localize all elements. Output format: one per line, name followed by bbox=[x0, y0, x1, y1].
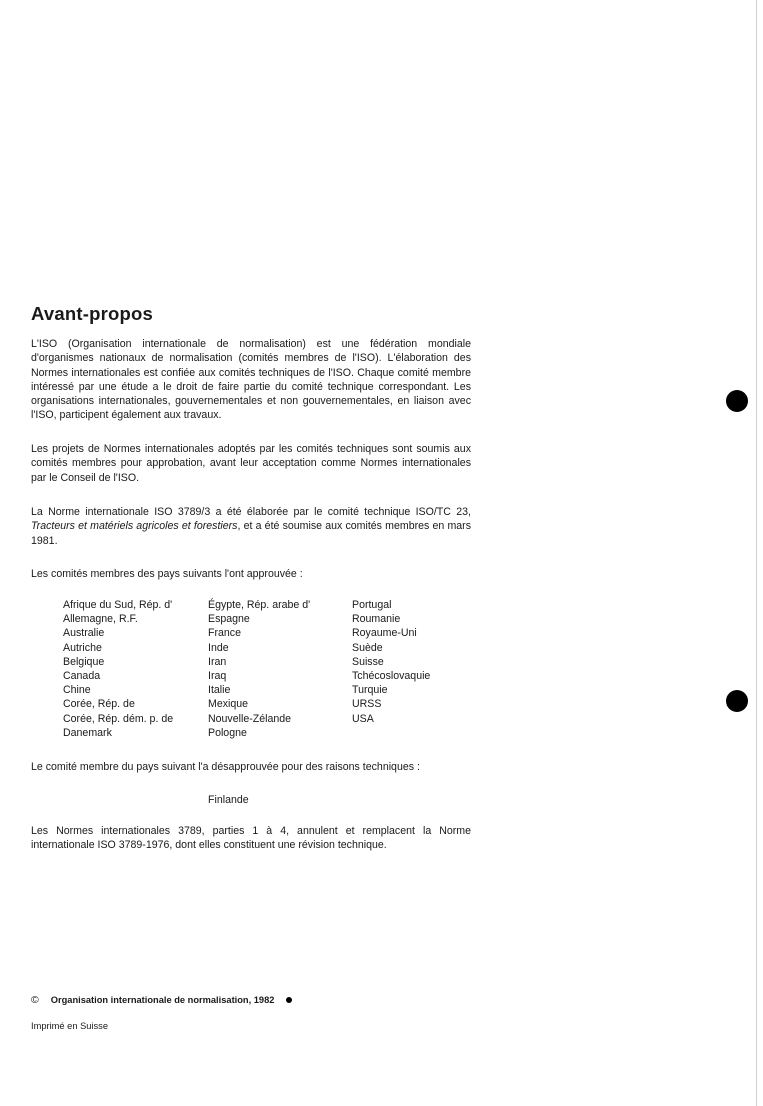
country-item: Nouvelle-Zélande bbox=[208, 712, 292, 725]
copyright-symbol: © bbox=[31, 994, 39, 1006]
country-item: Afrique du Sud, Rép. d' bbox=[63, 599, 173, 611]
paragraph-standard-origin bbox=[31, 505, 471, 548]
country-item: Roumanie bbox=[352, 613, 401, 626]
country-item: Corée, Rép. de bbox=[63, 698, 135, 711]
paragraph-disapproval: Le comité membre du pays suivant l'a désapprouvée pour des raisons techniques : bbox=[31, 761, 420, 773]
paragraph-revision-note: Les Normes internationales 3789, parties 1 à 4, annulent et remplacent la Norme internationale ISO 3789-1976, dont elles constituent une révision technique. bbox=[31, 825, 471, 852]
paragraph-draft-standards: Les projets de Normes internationales adoptés par les comités techniques sont soumis aux comités membres pour approbation, avant leur acceptation comme Normes internationales par le Conseil de l'ISO. bbox=[31, 443, 471, 484]
countries-column-3 bbox=[352, 598, 430, 726]
country-item: Danemark bbox=[63, 726, 112, 739]
standard-origin-text: La Norme internationale ISO 3789/3 a été élaborée par le comité technique ISO/TC 23, bbox=[31, 506, 471, 518]
printed-in: Imprimé en Suisse bbox=[31, 1021, 108, 1031]
country-item: Australie bbox=[63, 627, 105, 640]
punch-hole bbox=[726, 390, 748, 412]
country-item: Iraq bbox=[208, 669, 227, 682]
country-item: USA bbox=[352, 712, 374, 725]
country-item: URSS bbox=[352, 698, 382, 711]
copyright-line bbox=[31, 994, 292, 1006]
countries-column-1 bbox=[63, 598, 173, 740]
country-item: Suisse bbox=[352, 655, 384, 668]
country-item: Mexique bbox=[208, 698, 249, 711]
standard-origin-text-end: , et a été soumise aux comités membres en mars 1981. bbox=[31, 520, 471, 547]
country-item: Pologne bbox=[208, 726, 247, 739]
country-item: Autriche bbox=[63, 641, 102, 654]
country-item: Suède bbox=[352, 641, 383, 654]
page-edge bbox=[756, 0, 757, 1106]
country-item: Canada bbox=[63, 669, 101, 682]
paragraph-approvals-intro: Les comités membres des pays suivants l'ont approuvée : bbox=[31, 568, 303, 580]
country-item: France bbox=[208, 627, 241, 640]
bullet-icon bbox=[286, 997, 292, 1003]
country-item: Allemagne, R.F. bbox=[63, 613, 138, 626]
country-item: Chine bbox=[63, 684, 91, 697]
country-item: Belgique bbox=[63, 655, 105, 668]
paragraph-iso-intro: L'ISO (Organisation internationale de normalisation) est une fédération mondiale d'organismes nationaux de normalisation (comités membres de l'ISO). L'élaboration des Normes internationales est confiée aux comités techniques de l'ISO. Chaque comité membre intéressé par une étude a le droit de faire partie du comité technique correspondant. Les organisations internationales, gouvernementales et non gouvernementales, en liaison avec l'ISO, participent également aux travaux. bbox=[31, 338, 471, 422]
copyright-text: Organisation internationale de normalisation, 1982 bbox=[50, 995, 275, 1005]
country-item: Portugal bbox=[352, 599, 392, 611]
disapproving-country: Finlande bbox=[208, 794, 249, 806]
country-item: Iran bbox=[208, 655, 227, 668]
country-item: Italie bbox=[208, 684, 231, 697]
country-item: Tchécoslovaquie bbox=[352, 669, 431, 682]
country-item: Corée, Rép. dém. p. de bbox=[63, 712, 174, 725]
country-item: Turquie bbox=[352, 684, 388, 697]
countries-column-2 bbox=[208, 598, 310, 740]
country-item: Espagne bbox=[208, 613, 250, 626]
punch-hole bbox=[726, 690, 748, 712]
country-item: Inde bbox=[208, 641, 229, 654]
country-item: Royaume-Uni bbox=[352, 627, 417, 640]
country-item: Égypte, Rép. arabe d' bbox=[208, 599, 311, 611]
committee-title: Tracteurs et matériels agricoles et forestiers bbox=[31, 520, 238, 533]
page-title: Avant-propos bbox=[31, 303, 153, 324]
